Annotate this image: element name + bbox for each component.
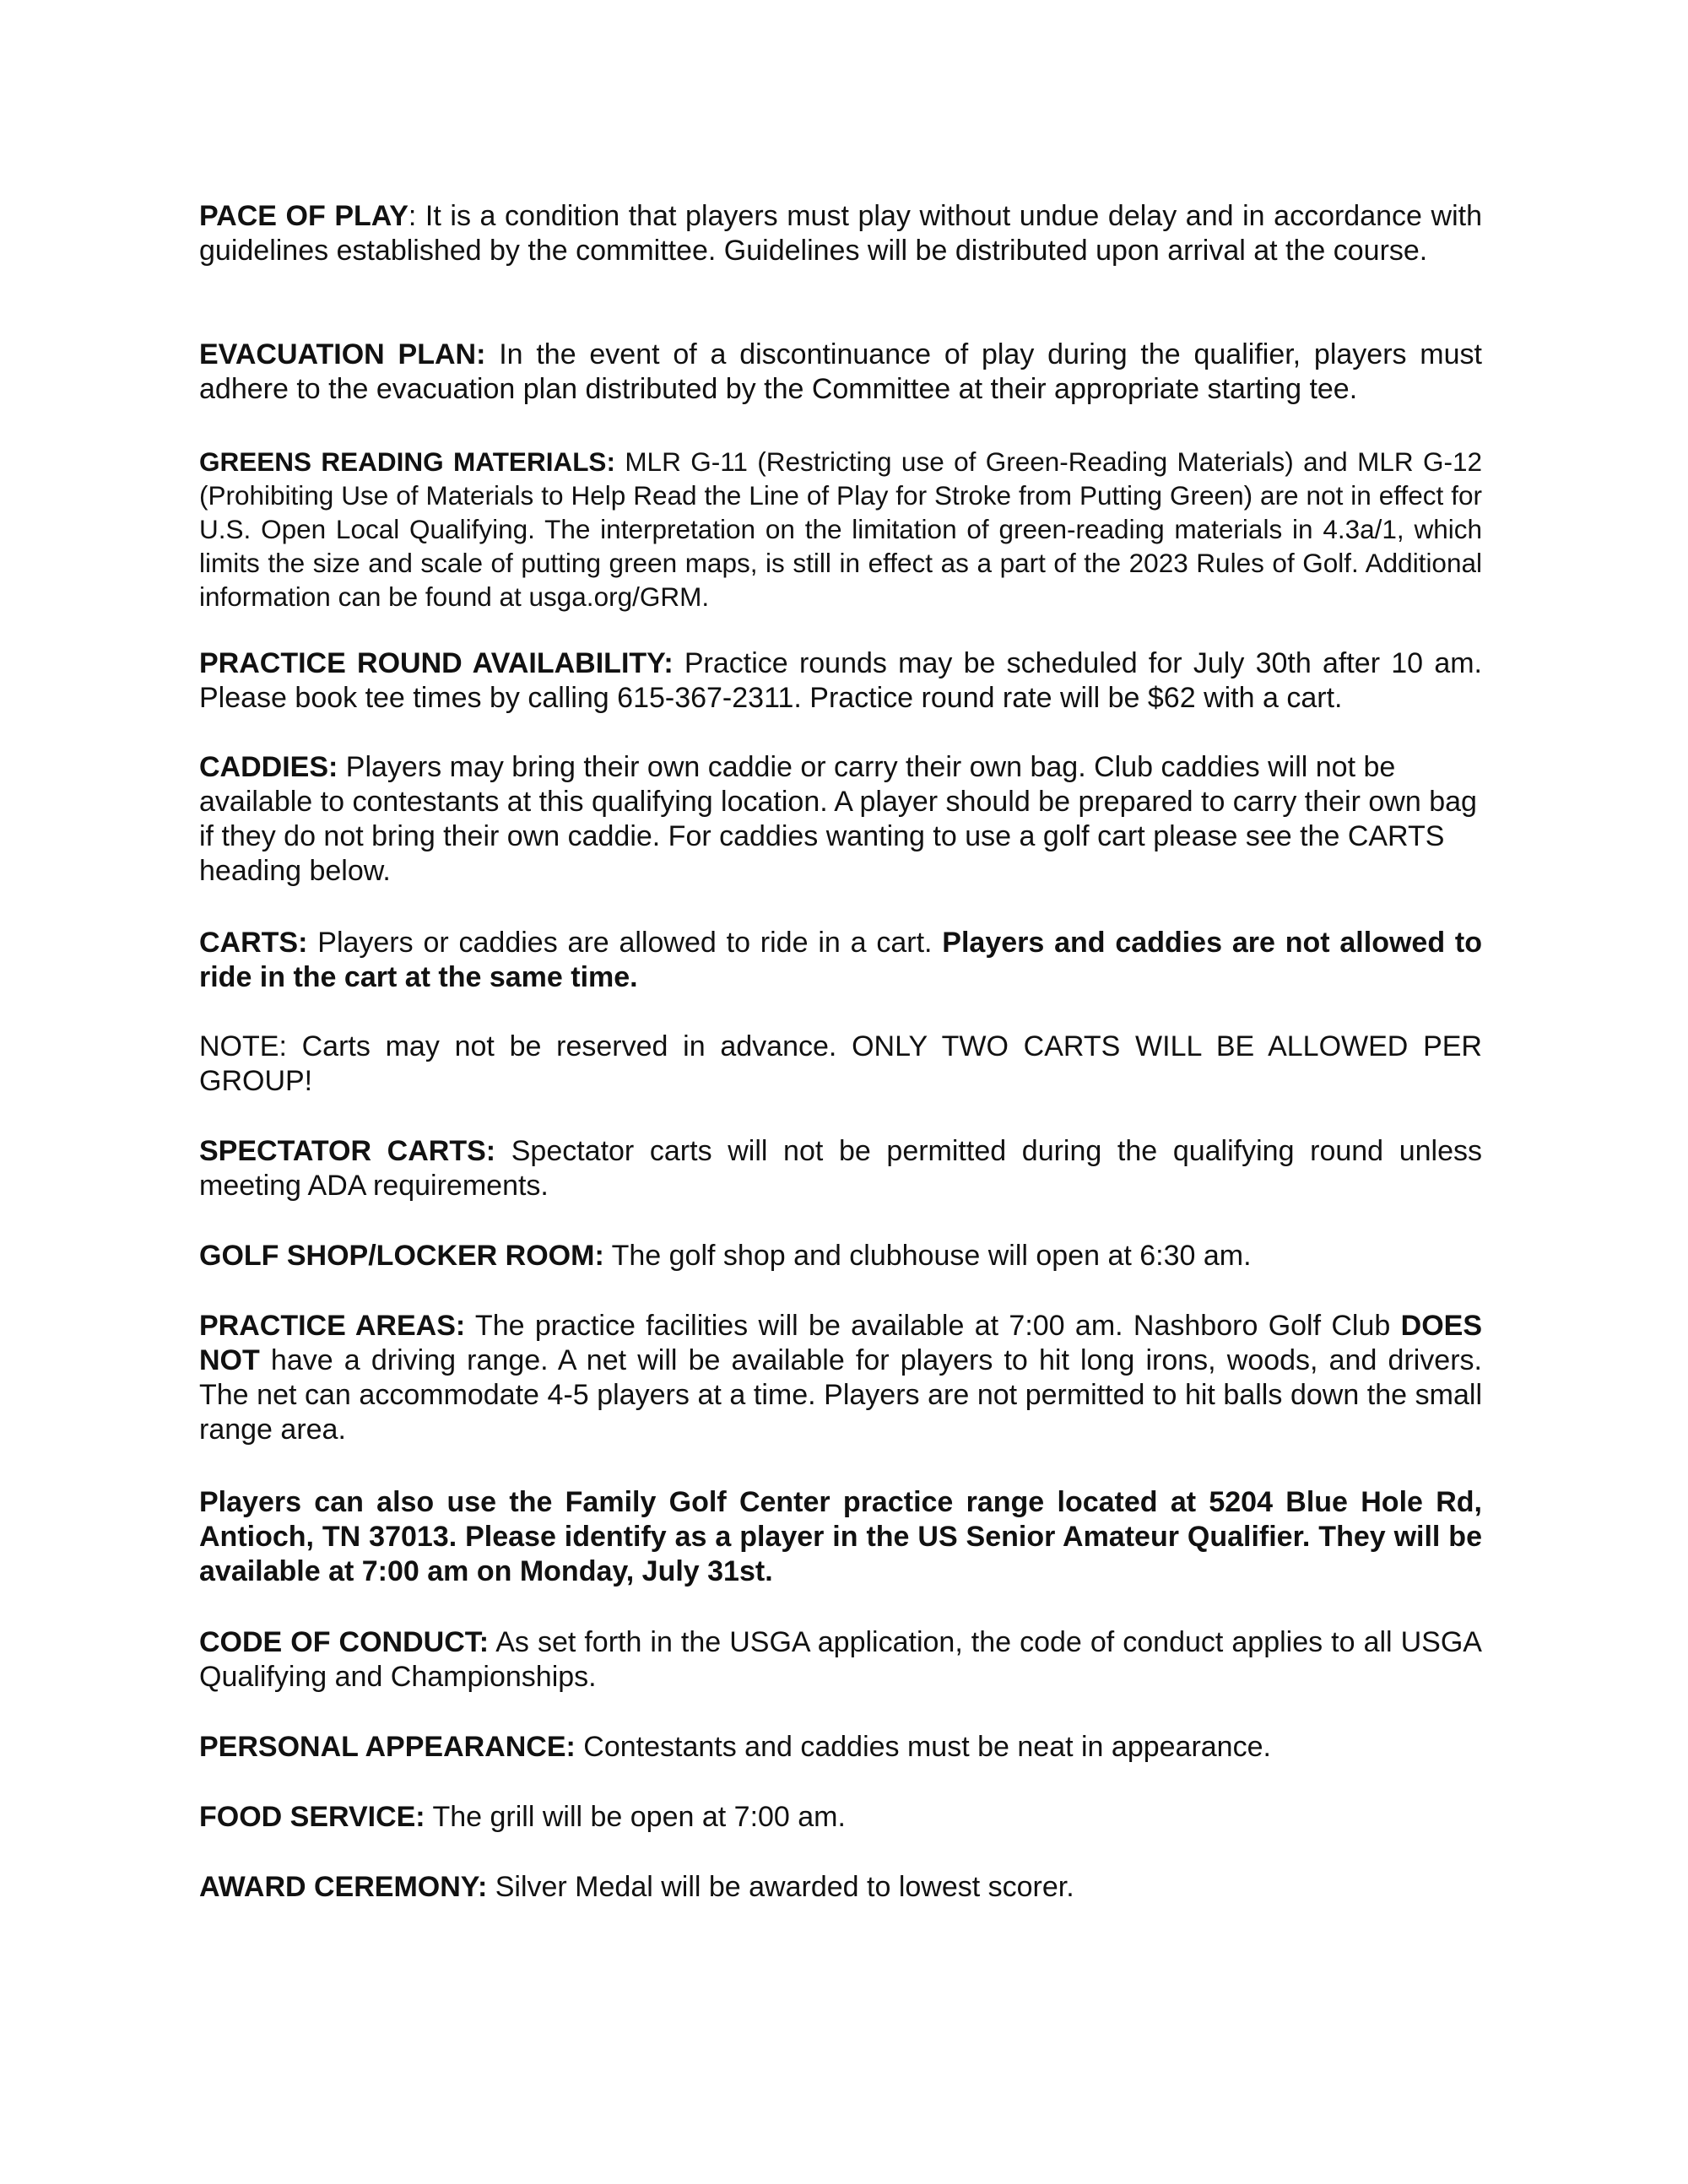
practice-round-availability-paragraph (199, 646, 1482, 716)
spectator-carts-heading: SPECTATOR CARTS: (199, 1135, 496, 1167)
award-ceremony-text: Silver Medal will be awarded to lowest scorer. (487, 1871, 1074, 1903)
pace-of-play-paragraph (199, 199, 1482, 268)
caddies-heading: CADDIES: (199, 751, 338, 783)
golf-shop-locker-room-heading: GOLF SHOP/LOCKER ROOM: (199, 1240, 604, 1272)
practice-areas-text: The practice facilities will be available at 7:00 am. Nashboro Golf Club (465, 1310, 1401, 1342)
carts-note-text: NOTE: Carts may not be reserved in advance. ONLY TWO CARTS WILL BE ALLOWED PER GROUP! (199, 1030, 1482, 1097)
personal-appearance-paragraph (199, 1730, 1482, 1765)
spectator-carts-text: Spectator carts will not be permitted during the qualifying round unless meeting ADA requirements. (199, 1135, 1482, 1202)
practice-round-availability-heading: PRACTICE ROUND AVAILABILITY: (199, 647, 674, 679)
family-golf-center-paragraph (199, 1485, 1482, 1589)
carts-heading: CARTS: (199, 927, 308, 959)
golf-shop-locker-room-paragraph (199, 1239, 1482, 1273)
award-ceremony-heading: AWARD CEREMONY: (199, 1871, 488, 1903)
family-golf-center-text: Players can also use the Family Golf Center practice range located at 5204 Blue Hole Rd, Antioch, TN 37013. Please identify as a player in the US Senior Amateur Qualifier. They will be available at 7:00 am on Monday, July 31st. (199, 1486, 1482, 1587)
code-of-conduct-text: As set forth in the USGA application, the code of conduct applies to all USGA Qualifying and Championships. (199, 1626, 1482, 1693)
evacuation-plan-text: In the event of a discontinuance of play during the qualifier, players must adhere to the evacuation plan distributed by the Committee at their appropriate starting tee. (199, 338, 1482, 405)
greens-reading-materials-text: MLR G-11 (Restricting use of Green-Reading Materials) and MLR G-12 (Prohibiting Use of Materials to Help Read the Line of Play for Stroke from Putting Green) are not in effect for U.S. Open Local Qualifying. The interpretation on the limitation of green-reading materials in 4.3a/1, which limits the size and scale of putting green maps, is still in effect as a part of the 2023 Rules of Golf. Additional information can be found at usga.org/GRM. (199, 446, 1482, 612)
pace-of-play-text: : It is a condition that players must play without undue delay and in accordance with guidelines established by the committee. Guidelines will be distributed upon arrival at the course. (199, 200, 1482, 267)
carts-emphasis-text: Players and caddies are not allowed to ride in the cart at the same time. (199, 927, 1482, 993)
practice-areas-heading: PRACTICE AREAS: (199, 1310, 466, 1342)
pace-of-play-heading: PACE OF PLAY (199, 200, 408, 232)
code-of-conduct-paragraph (199, 1625, 1482, 1695)
evacuation-plan-heading: EVACUATION PLAN: (199, 338, 486, 370)
food-service-heading: FOOD SERVICE: (199, 1801, 425, 1833)
carts-text: Players or caddies are allowed to ride in a cart. (307, 927, 943, 959)
spectator-carts-paragraph (199, 1134, 1482, 1203)
personal-appearance-heading: PERSONAL APPEARANCE: (199, 1731, 576, 1763)
food-service-paragraph (199, 1800, 1482, 1835)
golf-shop-locker-room-text: The golf shop and clubhouse will open at 6:30 am. (603, 1240, 1252, 1272)
caddies-text: Players may bring their own caddie or carry their own bag. Club caddies will not be available to contestants at this qualifying location. A player should be prepared to carry their own bag if they do not bring their own caddie. For caddies wanting to use a golf cart please see the CARTS heading below. (199, 751, 1477, 887)
practice-areas-emphasis-text: DOES NOT (199, 1310, 1482, 1376)
code-of-conduct-heading: CODE OF CONDUCT: (199, 1626, 490, 1658)
food-service-text: The grill will be open at 7:00 am. (425, 1801, 846, 1833)
caddies-paragraph (199, 750, 1482, 889)
practice-areas-text-continued: have a driving range. A net will be available for players to hit long irons, woods, and drivers. The net can accommodate 4-5 players at a time. Players are not permitted to hit balls down the small range area. (199, 1344, 1482, 1446)
greens-reading-materials-paragraph (199, 445, 1482, 614)
greens-reading-materials-heading: GREENS READING MATERIALS: (199, 446, 615, 477)
personal-appearance-text: Contestants and caddies must be neat in appearance. (575, 1731, 1271, 1763)
carts-note-paragraph (199, 1030, 1482, 1099)
award-ceremony-paragraph (199, 1870, 1482, 1905)
evacuation-plan-paragraph (199, 338, 1482, 407)
practice-round-availability-text: Practice rounds may be scheduled for July 30th after 10 am. Please book tee times by calling 615-367-2311. Practice round rate will be $62 with a cart. (199, 647, 1482, 714)
practice-areas-paragraph (199, 1309, 1482, 1447)
carts-paragraph (199, 926, 1482, 995)
